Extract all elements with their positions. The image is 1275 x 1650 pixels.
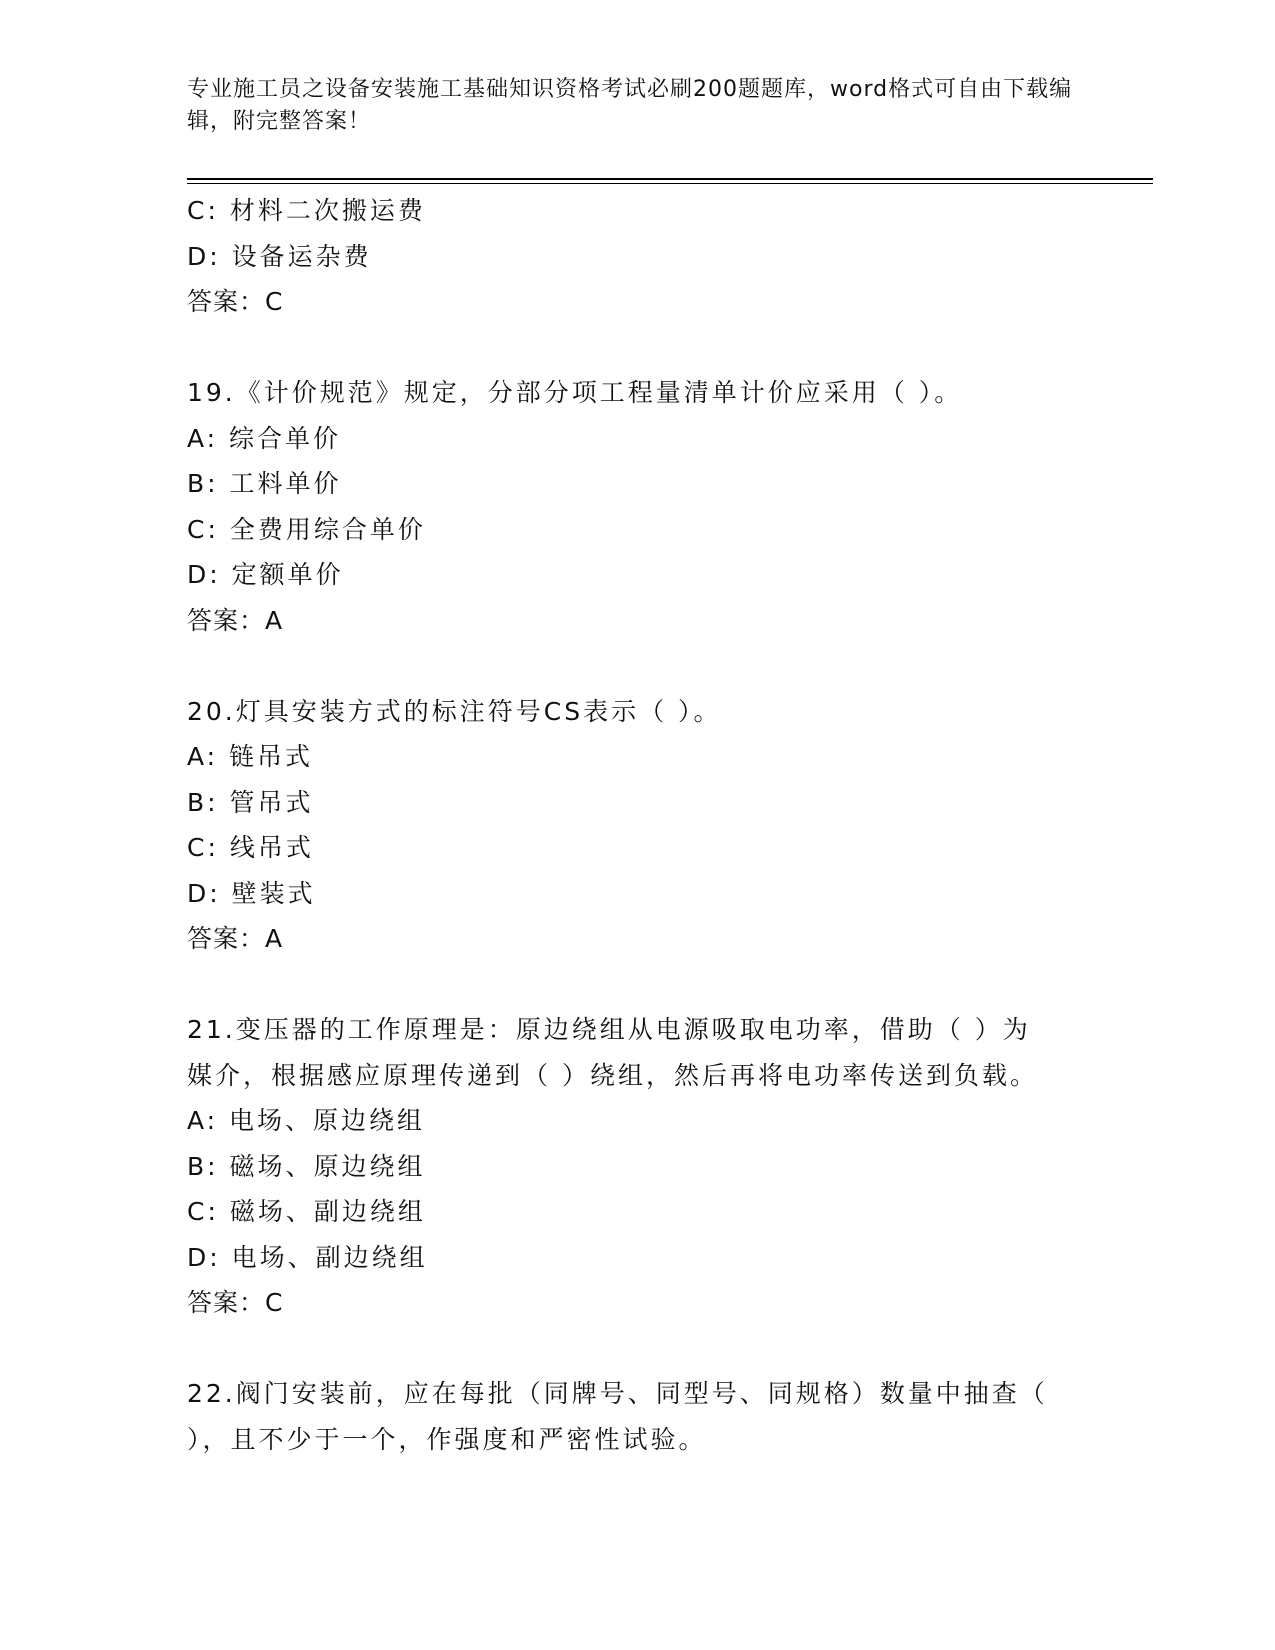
option-a: A: 电场、原边绕组 <box>187 1106 426 1135</box>
option-d: D: 电场、副边绕组 <box>187 1242 428 1272</box>
spacer <box>187 962 1087 1008</box>
option-d: D: 定额单价 <box>187 560 344 589</box>
option-c: C: 线吊式 <box>187 833 314 862</box>
option-a: A: 链吊式 <box>187 742 314 771</box>
question-22-text-line1: 22.阀门安装前，应在每批（同牌号、同型号、同规格）数量中抽查（ <box>187 1379 1048 1408</box>
option-b: B: 管吊式 <box>187 787 314 817</box>
option-c: C: 材料二次搬运费 <box>187 196 426 225</box>
answer-text: 答案：C <box>187 287 284 316</box>
option-d: D: 壁装式 <box>187 878 316 908</box>
question-19-text: 19.《计价规范》规定，分部分项工程量清单计价应采用（ ）。 <box>187 378 963 407</box>
spacer <box>187 1326 1087 1372</box>
question-content <box>187 188 1087 1462</box>
header-rule-thin <box>187 183 1153 184</box>
answer-text: 答案：C <box>187 1288 284 1317</box>
option-b: B: 磁场、原边绕组 <box>187 1151 426 1181</box>
question-22-text-line2: ），且不少于一个，作强度和严密性试验。 <box>187 1424 707 1454</box>
spacer <box>187 325 1087 371</box>
question-21-text-line2: 媒介，根据感应原理传递到（ ）绕组，然后再将电功率传送到负载。 <box>187 1060 1038 1090</box>
answer-text: 答案：A <box>187 605 284 635</box>
option-d: D: 设备运杂费 <box>187 241 372 271</box>
question-21-text-line1: 21.变压器的工作原理是：原边绕组从电源吸取电功率，借助（ ）为 <box>187 1015 1031 1044</box>
answer-text: 答案：A <box>187 924 284 953</box>
option-b: B: 工料单价 <box>187 469 342 498</box>
option-c: C: 全费用综合单价 <box>187 514 426 544</box>
option-c: C: 磁场、副边绕组 <box>187 1197 426 1226</box>
spacer <box>187 643 1087 689</box>
option-a: A: 综合单价 <box>187 423 342 453</box>
question-20-text: 20.灯具安装方式的标注符号CS表示（ ）。 <box>187 696 722 726</box>
page-header-text: 专业施工员之设备安装施工基础知识资格考试必刷200题题库，word格式可自由下载编辑，附完整答案！ <box>187 77 1073 134</box>
header-rule-thick <box>187 178 1153 180</box>
